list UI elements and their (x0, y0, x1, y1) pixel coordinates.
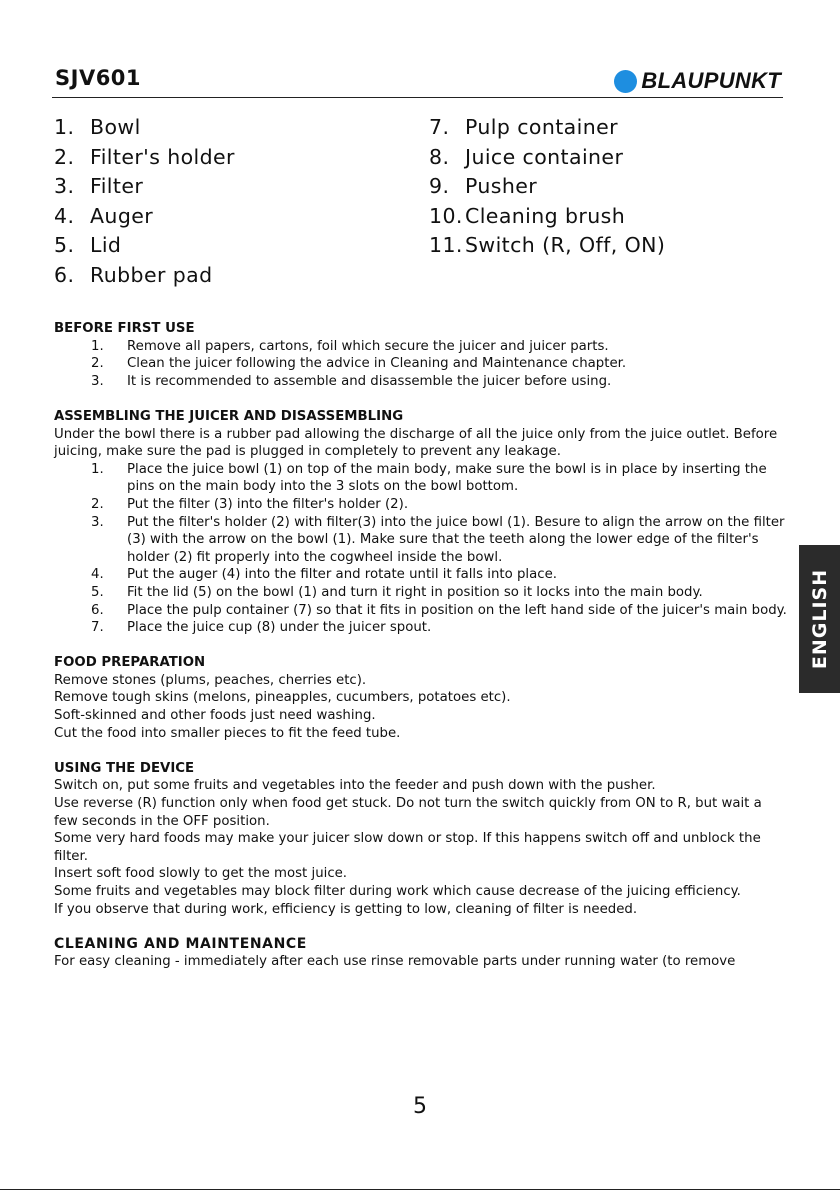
list-item (54, 338, 789, 356)
paragraph-line: Soft-skinned and other foods just need washing. (54, 708, 376, 724)
item-label: Bowl (90, 115, 141, 139)
item-number: 2. (91, 496, 104, 512)
item-number: 3. (54, 174, 75, 198)
list-item (54, 113, 235, 143)
page-header (52, 62, 783, 98)
item-number: 11. (429, 233, 463, 257)
footer-divider (0, 1189, 840, 1190)
list-item (54, 143, 235, 173)
list-item (54, 566, 789, 584)
list-item (54, 461, 789, 496)
model-number: SJV601 (55, 66, 142, 90)
paragraph-line: Insert soft food slowly to get the most juice. (54, 866, 348, 882)
list-item (429, 231, 665, 261)
brand-logo (614, 68, 781, 94)
paragraph-line: Remove stones (plums, peaches, cherries etc). (54, 672, 367, 688)
list-item (54, 496, 789, 514)
item-label: Pulp container (465, 115, 618, 139)
item-number: 9. (429, 174, 450, 198)
item-number: 2. (54, 144, 75, 169)
item-number: 1. (91, 461, 104, 477)
item-text: Fit the lid (5) on the bowl (1) and turn it right in position so it locks into the main body. (127, 584, 703, 600)
section-heading: ASSEMBLING THE JUICER AND DISASSEMBLING (54, 408, 404, 424)
item-number: 5. (91, 584, 104, 600)
item-text: Put the filter (3) into the filter's holder (2). (127, 496, 409, 512)
item-number: 8. (429, 144, 450, 169)
list-item (54, 584, 789, 602)
assembling-section (54, 408, 789, 637)
item-label: Lid (90, 233, 122, 257)
section-heading: CLEANING AND MAINTENANCE (54, 935, 307, 952)
language-label: ENGLISH (808, 568, 831, 670)
brand-dot-icon (614, 70, 637, 93)
using-device-section (54, 760, 789, 918)
item-number: 3. (91, 514, 104, 530)
paragraph-line: If you observe that during work, efficiency is getting to low, cleaning of filter is needed. (54, 901, 638, 917)
parts-list-right (429, 113, 665, 261)
list-item (54, 202, 235, 232)
item-text: Put the filter's holder (2) with filter(3) into the juice bowl (1). Besure to align the arrow on the filter (3) with the arrow on the bowl (1). Make sure that the teeth along the lower edge of the filter's holder (2) fit properly into the cogwheel inside the bowl. (127, 514, 785, 565)
item-number: 1. (54, 115, 75, 139)
paragraph-line: Cut the food into smaller pieces to fit the feed tube. (54, 725, 401, 741)
list-item (54, 355, 789, 373)
numbered-list (54, 338, 789, 391)
language-tab (799, 545, 840, 693)
header-divider (52, 97, 783, 98)
list-item (54, 172, 235, 202)
item-text: Put the auger (4) into the filter and rotate until it falls into place. (127, 567, 557, 583)
item-number: 4. (54, 203, 75, 228)
paragraph-line: Remove tough skins (melons, pineapples, cucumbers, potatoes etc). (54, 690, 511, 706)
list-item (54, 261, 235, 291)
item-text: Place the juice cup (8) under the juicer spout. (127, 620, 432, 636)
list-item (429, 172, 665, 202)
item-number: 6. (91, 602, 104, 618)
item-label: Filter's holder (90, 144, 235, 169)
list-item (429, 202, 665, 232)
food-preparation-section (54, 654, 789, 742)
numbered-list (54, 461, 789, 637)
item-number: 10. (429, 203, 463, 228)
item-label: Cleaning brush (465, 203, 626, 228)
list-item (54, 514, 789, 567)
list-item (54, 231, 235, 261)
item-text: Clean the juicer following the advice in Cleaning and Maintenance chapter. (127, 356, 627, 372)
item-text: Place the juice bowl (1) on top of the main body, make sure the bowl is in place by inserting the pins on the main body into the 3 slots on the bowl bottom. (127, 461, 767, 495)
list-item (54, 373, 789, 391)
paragraph-line: For easy cleaning - immediately after each use rinse removable parts under running water (to remove (54, 954, 736, 970)
item-label: Auger (90, 203, 154, 228)
item-number: 1. (91, 338, 104, 354)
paragraph-line: Switch on, put some fruits and vegetables into the feeder and push down with the pusher. (54, 778, 656, 794)
item-label: Juice container (465, 144, 624, 169)
list-item (54, 619, 789, 637)
item-number: 7. (91, 620, 104, 636)
item-text: Place the pulp container (7) so that it fits in position on the left hand side of the juicer's main body. (127, 602, 787, 618)
list-item (54, 602, 789, 620)
item-number: 4. (91, 567, 104, 583)
item-number: 7. (429, 115, 450, 139)
item-label: Pusher (465, 174, 538, 198)
paragraph-line: Some very hard foods may make your juicer slow down or stop. If this happens switch off and unblock the filter. (54, 831, 761, 864)
section-intro: Under the bowl there is a rubber pad allowing the discharge of all the juice only from the juice outlet. Before juicing, make sure the pad is plugged in completely to prevent any leakage. (54, 426, 778, 460)
cleaning-section (54, 936, 789, 971)
parts-list-left (54, 113, 235, 290)
item-label: Switch (R, Off, ON) (465, 233, 666, 257)
item-text: Remove all papers, cartons, foil which secure the juicer and juicer parts. (127, 338, 609, 354)
paragraph-line: Some fruits and vegetables may block filter during work which cause decrease of the juicing efficiency. (54, 884, 741, 899)
section-heading: USING THE DEVICE (54, 760, 195, 776)
list-item (429, 113, 665, 143)
item-number: 6. (54, 262, 75, 287)
before-first-use-section (54, 320, 789, 390)
item-number: 5. (54, 233, 75, 257)
page-number: 5 (413, 1094, 427, 1119)
item-number: 3. (91, 373, 104, 389)
section-heading: BEFORE FIRST USE (54, 321, 195, 336)
item-number: 2. (91, 356, 104, 372)
item-label: Rubber pad (90, 262, 213, 287)
paragraph-line: Use reverse (R) function only when food get stuck. Do not turn the switch quickly from ON to R, but wait a few seconds in the OFF position. (54, 796, 762, 829)
brand-name: BLAUPUNKT (641, 68, 781, 93)
list-item (429, 143, 665, 173)
section-heading: FOOD PREPARATION (54, 655, 206, 671)
item-text: It is recommended to assemble and disassemble the juicer before using. (127, 373, 612, 389)
manual-content (54, 320, 789, 971)
item-label: Filter (90, 174, 144, 198)
